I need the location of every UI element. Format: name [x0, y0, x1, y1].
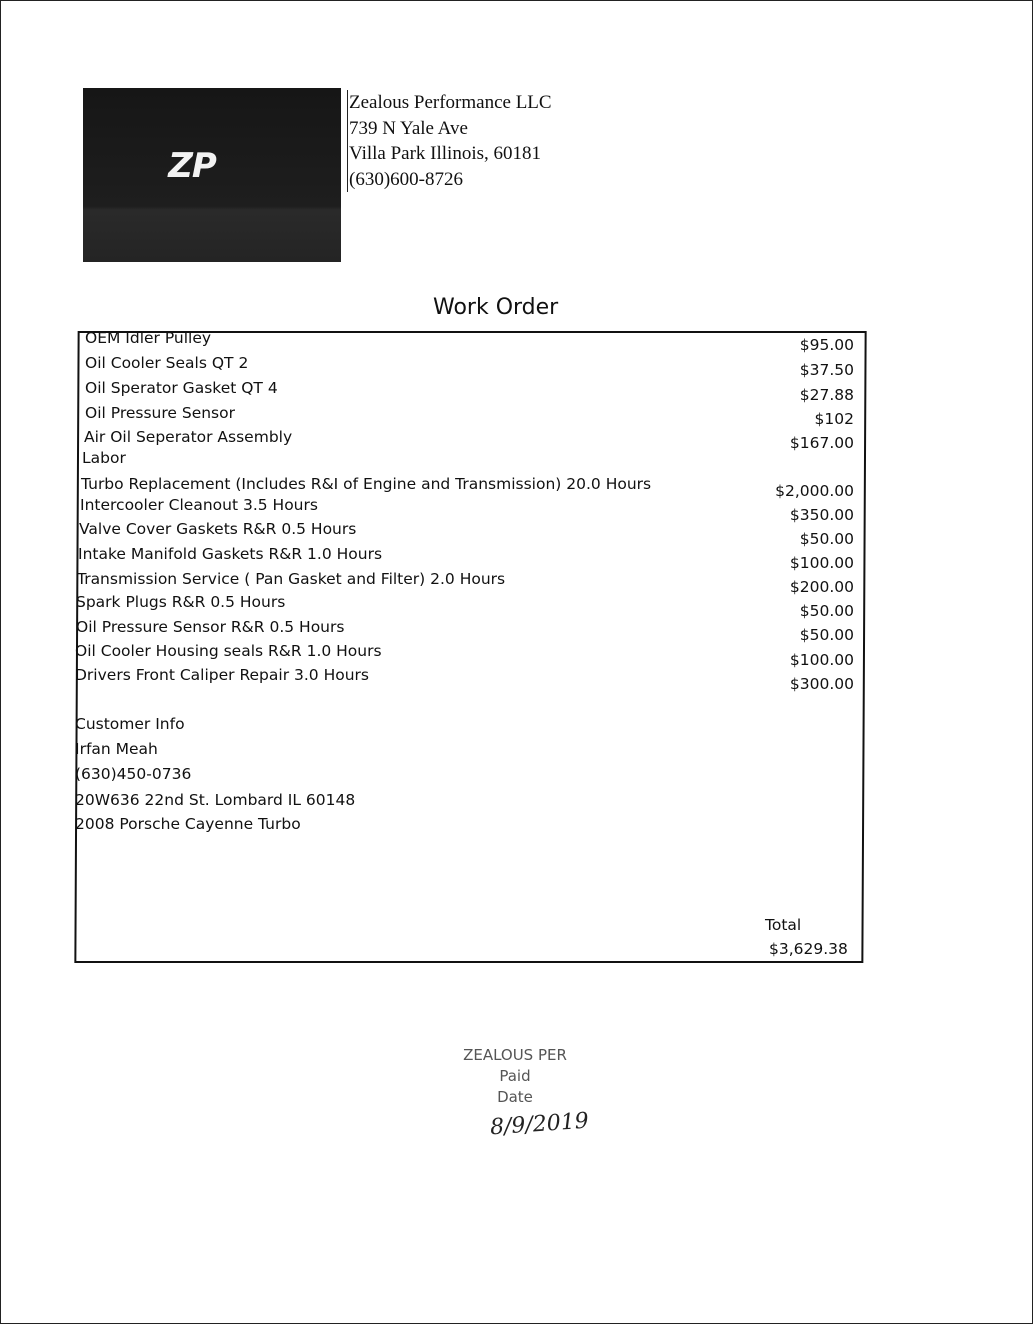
company-phone: (630)600-8726 [349, 168, 463, 190]
labor-desc: Oil Cooler Housing seals R&R 1.0 Hours [75, 642, 382, 660]
part-amount: $102 [814, 410, 854, 428]
labor-amount: $300.00 [789, 675, 854, 693]
company-city: Villa Park Illinois, 60181 [349, 143, 542, 164]
labor-desc: Transmission Service ( Pan Gasket and Filter) 2.0 Hours [77, 570, 506, 588]
part-amount: $167.00 [789, 434, 854, 452]
labor-desc: Intake Manifold Gaskets R&R 1.0 Hours [78, 545, 383, 563]
handwritten-paid-date: 8/9/2019 [489, 1108, 590, 1141]
labor-amount: $50.00 [799, 530, 854, 548]
labor-amount: $100.00 [789, 554, 854, 572]
labor-amount: $50.00 [799, 626, 854, 644]
labor-amount: $2,000.00 [775, 482, 854, 500]
labor-desc: Intercooler Cleanout 3.5 Hours [80, 496, 318, 514]
company-name: Zealous Performance LLC [349, 92, 552, 113]
labor-desc: Drivers Front Caliper Repair 3.0 Hours [75, 666, 369, 684]
stamp-paid: Paid [499, 1067, 531, 1085]
company-street: 739 N Yale Ave [349, 117, 468, 139]
document-title: Work Order [433, 295, 559, 320]
labor-desc: Valve Cover Gaskets R&R 0.5 Hours [79, 520, 357, 538]
logo-mark: ZP [168, 146, 216, 186]
total-amount: $3,629.38 [769, 940, 848, 958]
customer-vehicle: 2008 Porsche Cayenne Turbo [75, 815, 301, 833]
part-desc: OEM Idler Pulley [85, 329, 212, 347]
labor-desc: Spark Plugs R&R 0.5 Hours [76, 593, 286, 611]
part-amount: $95.00 [799, 336, 854, 354]
labor-desc: Oil Pressure Sensor R&R 0.5 Hours [76, 618, 345, 636]
part-amount: $37.50 [799, 361, 854, 379]
company-address-block [347, 90, 552, 192]
customer-phone: (630)450-0736 [75, 765, 192, 783]
labor-amount: $100.00 [789, 651, 854, 669]
labor-desc: Turbo Replacement (Includes R&I of Engine and Transmission) 20.0 Hours [81, 475, 652, 493]
part-desc: Oil Pressure Sensor [85, 404, 235, 422]
labor-amount: $50.00 [799, 602, 854, 620]
part-amount: $27.88 [799, 386, 854, 404]
labor-amount: $350.00 [789, 506, 854, 524]
paid-stamp [430, 1045, 600, 1108]
part-desc: Oil Sperator Gasket QT 4 [85, 379, 278, 397]
customer-name: Irfan Meah [75, 740, 158, 758]
labor-amount: $200.00 [789, 578, 854, 596]
part-desc: Oil Cooler Seals QT 2 [85, 354, 249, 372]
company-logo [83, 88, 341, 262]
labor-heading: Labor [82, 449, 126, 467]
total-label: Total [765, 916, 802, 934]
customer-heading: Customer Info [75, 715, 185, 733]
stamp-company: ZEALOUS PER [463, 1046, 567, 1064]
part-desc: Air Oil Seperator Assembly [84, 428, 293, 446]
stamp-date-label: Date [497, 1088, 533, 1106]
customer-address: 20W636 22nd St. Lombard IL 60148 [75, 791, 356, 809]
